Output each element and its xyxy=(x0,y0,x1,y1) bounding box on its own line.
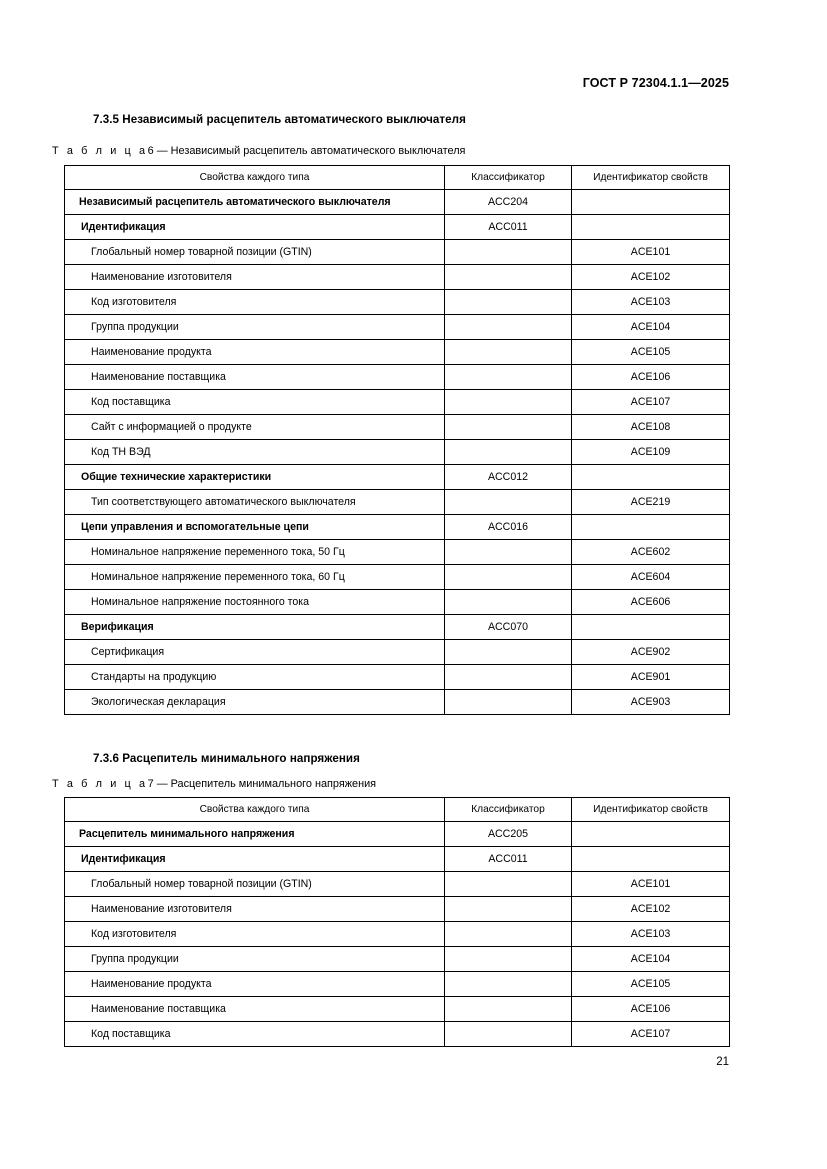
cell-property-name xyxy=(65,415,445,440)
table-row xyxy=(65,515,730,540)
cell-property-identifier xyxy=(572,215,730,240)
property-label: Цепи управления и вспомогательные цепи xyxy=(81,521,309,533)
table-row xyxy=(65,615,730,640)
cell-property-identifier: ACE606 xyxy=(572,590,730,615)
property-label: Номинальное напряжение переменного тока, 60 Гц xyxy=(91,571,345,583)
cell-property-identifier: ACE106 xyxy=(572,365,730,390)
cell-property-identifier: ACE901 xyxy=(572,665,730,690)
table-row xyxy=(65,390,730,415)
cell-classifier-code xyxy=(445,972,572,997)
table-row xyxy=(65,190,730,215)
table-row xyxy=(65,590,730,615)
cell-property-identifier: ACE105 xyxy=(572,340,730,365)
properties-table-6 xyxy=(64,165,730,715)
table-row xyxy=(65,847,730,872)
cell-classifier-code: ACC016 xyxy=(445,515,572,540)
table-row xyxy=(65,872,730,897)
table-row xyxy=(65,822,730,847)
cell-property-identifier: ACE101 xyxy=(572,240,730,265)
property-label: Наименование поставщика xyxy=(91,371,226,383)
property-label: Расцепитель минимального напряжения xyxy=(79,828,295,840)
table-row xyxy=(65,440,730,465)
cell-property-identifier: ACE104 xyxy=(572,315,730,340)
table-row xyxy=(65,490,730,515)
property-label: Идентификация xyxy=(81,853,166,865)
cell-classifier-code xyxy=(445,590,572,615)
property-label: Экологическая декларация xyxy=(91,696,226,708)
property-label: Идентификация xyxy=(81,221,166,233)
column-header-classifier: Классификатор xyxy=(445,166,572,190)
cell-classifier-code xyxy=(445,440,572,465)
cell-property-name xyxy=(65,265,445,290)
cell-classifier-code xyxy=(445,390,572,415)
cell-property-name xyxy=(65,590,445,615)
property-label: Номинальное напряжение переменного тока, 50 Гц xyxy=(91,546,345,558)
cell-property-name xyxy=(65,315,445,340)
table-row xyxy=(65,465,730,490)
property-label: Независимый расцепитель автоматического выключателя xyxy=(79,196,391,208)
cell-property-identifier xyxy=(572,465,730,490)
cell-property-name xyxy=(65,897,445,922)
property-label: Код поставщика xyxy=(91,1028,171,1040)
section-heading-7-3-6: 7.3.6 Расцепитель минимального напряжения xyxy=(93,752,360,765)
cell-property-name xyxy=(65,465,445,490)
table-row xyxy=(65,972,730,997)
table-caption-label: Т а б л и ц а xyxy=(52,145,148,157)
section-heading-7-3-5: 7.3.5 Независимый расцепитель автоматического выключателя xyxy=(93,113,466,126)
cell-property-name xyxy=(65,847,445,872)
cell-property-identifier xyxy=(572,515,730,540)
property-label: Тип соответствующего автоматического выключателя xyxy=(91,496,356,508)
table-row xyxy=(65,1022,730,1047)
property-label: Группа продукции xyxy=(91,953,179,965)
cell-property-name xyxy=(65,390,445,415)
cell-property-identifier: ACE103 xyxy=(572,290,730,315)
cell-classifier-code xyxy=(445,690,572,715)
cell-property-name xyxy=(65,997,445,1022)
property-label: Верификация xyxy=(81,621,154,633)
table-row xyxy=(65,922,730,947)
column-header-classifier: Классификатор xyxy=(445,798,572,822)
cell-property-identifier: ACE108 xyxy=(572,415,730,440)
cell-property-name xyxy=(65,515,445,540)
table-6-body xyxy=(65,190,730,715)
cell-property-identifier: ACE109 xyxy=(572,440,730,465)
cell-property-name xyxy=(65,240,445,265)
cell-classifier-code xyxy=(445,265,572,290)
cell-classifier-code: ACC204 xyxy=(445,190,572,215)
property-label: Наименование изготовителя xyxy=(91,903,232,915)
table-caption-text: 7 — Расцепитель минимального напряжения xyxy=(147,778,377,790)
cell-classifier-code xyxy=(445,947,572,972)
table-row xyxy=(65,290,730,315)
cell-classifier-code xyxy=(445,365,572,390)
property-label: Номинальное напряжение постоянного тока xyxy=(91,596,310,608)
cell-property-name xyxy=(65,665,445,690)
property-label: Сайт с информацией о продукте xyxy=(91,421,252,433)
cell-classifier-code xyxy=(445,1022,572,1047)
cell-property-name xyxy=(65,490,445,515)
property-label: Стандарты на продукцию xyxy=(91,671,217,683)
cell-property-name xyxy=(65,1022,445,1047)
column-header-property: Свойства каждого типа xyxy=(65,166,445,190)
cell-classifier-code xyxy=(445,872,572,897)
property-label: Глобальный номер товарной позиции (GTIN) xyxy=(91,246,312,258)
table-caption-6 xyxy=(52,145,465,157)
column-header-identifier: Идентификатор свойств xyxy=(572,798,730,822)
table-row xyxy=(65,265,730,290)
cell-classifier-code xyxy=(445,340,572,365)
cell-property-name xyxy=(65,947,445,972)
cell-property-name xyxy=(65,690,445,715)
cell-property-name xyxy=(65,822,445,847)
cell-property-identifier: ACE101 xyxy=(572,872,730,897)
document-header-standard-number: ГОСТ Р 72304.1.1—2025 xyxy=(582,76,729,90)
cell-property-identifier: ACE902 xyxy=(572,640,730,665)
properties-table-7 xyxy=(64,797,730,1047)
cell-classifier-code xyxy=(445,897,572,922)
cell-classifier-code xyxy=(445,315,572,340)
table-row xyxy=(65,215,730,240)
table-7-body xyxy=(65,822,730,1047)
property-label: Наименование поставщика xyxy=(91,1003,226,1015)
cell-classifier-code: ACC011 xyxy=(445,847,572,872)
cell-property-identifier: ACE604 xyxy=(572,565,730,590)
cell-property-name xyxy=(65,640,445,665)
cell-property-identifier: ACE903 xyxy=(572,690,730,715)
cell-property-name xyxy=(65,340,445,365)
cell-property-name xyxy=(65,190,445,215)
cell-property-identifier xyxy=(572,615,730,640)
page-number: 21 xyxy=(716,1056,729,1068)
table-row xyxy=(65,665,730,690)
cell-classifier-code xyxy=(445,540,572,565)
cell-property-identifier: ACE602 xyxy=(572,540,730,565)
cell-classifier-code: ACC205 xyxy=(445,822,572,847)
property-label: Наименование продукта xyxy=(91,978,212,990)
table-header-row xyxy=(65,798,730,822)
cell-property-name xyxy=(65,565,445,590)
cell-property-name xyxy=(65,215,445,240)
cell-classifier-code xyxy=(445,997,572,1022)
cell-classifier-code xyxy=(445,415,572,440)
cell-property-identifier: ACE219 xyxy=(572,490,730,515)
cell-property-name xyxy=(65,290,445,315)
table-caption-label: Т а б л и ц а xyxy=(52,778,148,790)
table-row xyxy=(65,690,730,715)
table-row xyxy=(65,365,730,390)
property-label: Код поставщика xyxy=(91,396,171,408)
cell-property-name xyxy=(65,872,445,897)
column-header-identifier: Идентификатор свойств xyxy=(572,166,730,190)
cell-property-name xyxy=(65,972,445,997)
table-row xyxy=(65,565,730,590)
table-row xyxy=(65,415,730,440)
property-label: Общие технические характеристики xyxy=(81,471,272,483)
table-row xyxy=(65,897,730,922)
cell-classifier-code: ACC070 xyxy=(445,615,572,640)
cell-property-name xyxy=(65,365,445,390)
cell-classifier-code xyxy=(445,922,572,947)
cell-property-name xyxy=(65,615,445,640)
property-label: Наименование продукта xyxy=(91,346,212,358)
cell-classifier-code xyxy=(445,665,572,690)
cell-property-identifier xyxy=(572,822,730,847)
cell-classifier-code xyxy=(445,290,572,315)
cell-classifier-code: ACC011 xyxy=(445,215,572,240)
cell-classifier-code xyxy=(445,565,572,590)
cell-classifier-code xyxy=(445,490,572,515)
cell-property-name xyxy=(65,440,445,465)
table-caption-text: 6 — Независимый расцепитель автоматического выключателя xyxy=(147,145,466,157)
property-label: Наименование изготовителя xyxy=(91,271,232,283)
property-label: Код изготовителя xyxy=(91,296,177,308)
table-row xyxy=(65,315,730,340)
property-label: Группа продукции xyxy=(91,321,179,333)
column-header-property: Свойства каждого типа xyxy=(65,798,445,822)
table-row xyxy=(65,640,730,665)
cell-property-identifier xyxy=(572,190,730,215)
table-header-row xyxy=(65,166,730,190)
table-caption-7 xyxy=(52,778,376,790)
table-row xyxy=(65,997,730,1022)
cell-property-identifier: ACE106 xyxy=(572,997,730,1022)
cell-classifier-code xyxy=(445,640,572,665)
cell-property-identifier: ACE104 xyxy=(572,947,730,972)
table-row xyxy=(65,240,730,265)
cell-property-identifier: ACE102 xyxy=(572,897,730,922)
table-row xyxy=(65,540,730,565)
cell-property-identifier: ACE107 xyxy=(572,1022,730,1047)
cell-property-name xyxy=(65,540,445,565)
property-label: Код ТН ВЭД xyxy=(91,446,151,458)
cell-property-identifier: ACE107 xyxy=(572,390,730,415)
property-label: Сертификация xyxy=(91,646,165,658)
cell-property-identifier xyxy=(572,847,730,872)
table-row xyxy=(65,340,730,365)
cell-property-identifier: ACE105 xyxy=(572,972,730,997)
cell-property-identifier: ACE102 xyxy=(572,265,730,290)
cell-classifier-code xyxy=(445,240,572,265)
property-label: Код изготовителя xyxy=(91,928,177,940)
cell-classifier-code: ACC012 xyxy=(445,465,572,490)
cell-property-name xyxy=(65,922,445,947)
table-row xyxy=(65,947,730,972)
cell-property-identifier: ACE103 xyxy=(572,922,730,947)
property-label: Глобальный номер товарной позиции (GTIN) xyxy=(91,878,312,890)
